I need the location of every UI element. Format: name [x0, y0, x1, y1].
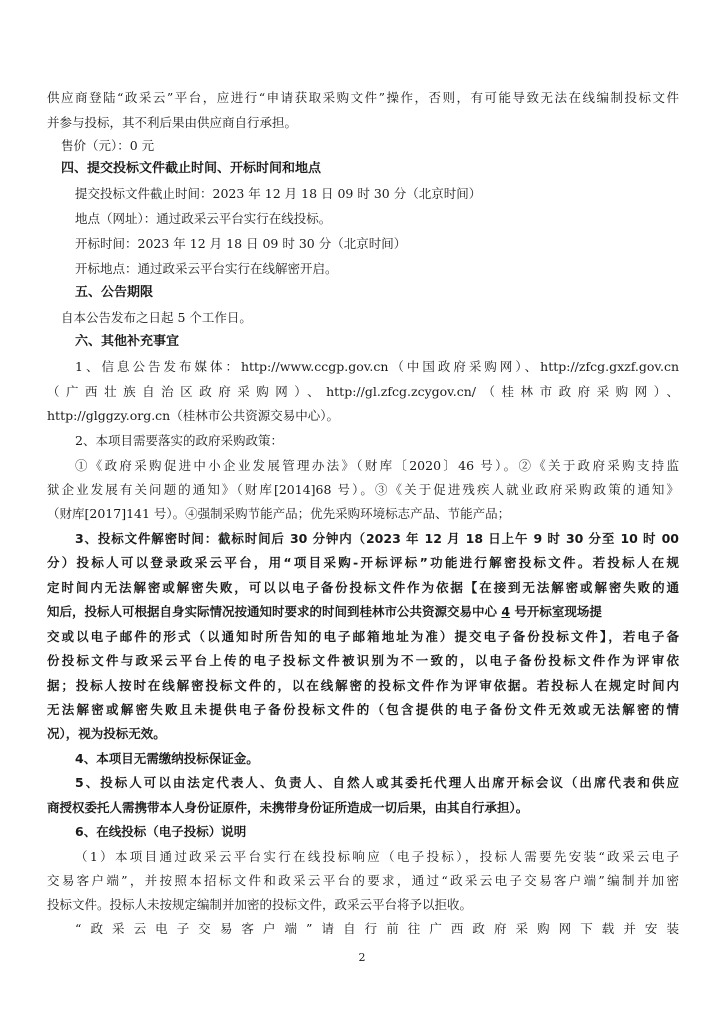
decrypt-line: 据；投标人按时在线解密投标文件的，以在线解密的投标文件作为评审依据。若投标人在规定时间内: [47, 678, 679, 693]
decrypt-line: 定时间内无法解密或解密失败，可以以电子备份投标文件作为依据【在接到无法解密或解密失败的通: [47, 580, 679, 595]
location-line: 地点（网址）：通过政采云平台实行在线投标。: [75, 211, 332, 226]
decrypt-line: 况），视为投标无效。: [47, 726, 166, 741]
decrypt-line: 分）投标人可以登录政采云平台，用“项目采购-开标评标”功能进行解密投标文件。若投标人在规: [47, 555, 679, 570]
media-line: 1、信息公告发布媒体：http://www.ccgp.gov.cn（中国政府采购网）、http://zfcg.gxzf.gov.cn: [75, 359, 679, 374]
online-bid-line: 交易客户端”，并按照本招标文件和政采云平台的要求，通过“政采云电子交易客户端”编制并加密: [47, 873, 679, 888]
section-heading-4: 四、提交投标文件截止时间、开标时间和地点: [61, 161, 322, 176]
opening-location-line: 开标地点：通过政采云平台实行在线解密开启。: [75, 261, 338, 276]
notice-period-line: 自本公告发布之日起 5 个工作日。: [61, 310, 252, 325]
policy-line: ①《政府采购促进中小企业发展管理办法》（财库〔2020〕46 号）。②《关于政府采购支持监: [75, 458, 679, 473]
room-number: 4: [501, 604, 511, 619]
price-line: 售价（元）：0 元: [61, 138, 155, 153]
attendance-line: 商授权委托人需携带本人身份证原件，未携带身份证所造成一切后果，由其自行承担）。: [47, 800, 529, 815]
policy-heading-line: 2、本项目需要落实的政府采购政策：: [75, 433, 283, 448]
opening-time-line: 开标时间：2023 年 12 月 18 日 09 时 30 分（北京时间）: [75, 236, 407, 251]
decrypt-line: 无法解密或解密失败且未提供电子备份投标文件的（包含提供的电子备份文件无效或无法解密的情: [47, 702, 679, 717]
online-bid-heading: 6、在线投标（电子投标）说明: [75, 824, 247, 839]
media-line: （广西壮族自治区政府采购网）、http://gl.zfcg.zcygov.cn/（桂林市政府采购网）、: [47, 384, 679, 399]
decrypt-line: 份投标文件与政采云平台上传的电子投标文件被识别为不一致的，以电子备份投标文件作为评审依: [47, 653, 679, 668]
online-bid-line: （1）本项目通过政采云平台实行在线投标响应（电子投标），投标人需要先安装“政采云电子: [75, 849, 679, 864]
decrypt-text: 号开标室现场提: [510, 604, 602, 619]
decrypt-line: [47, 604, 679, 620]
paragraph-line: 并参与投标，其不利后果由供应商自行承担。: [47, 115, 298, 130]
media-line: http://glggzy.org.cn（桂林市公共资源交易中心）。: [47, 408, 339, 423]
online-bid-line: 投标文件。投标人未按规定编制并加密的投标文件，政采云平台将予以拒收。: [47, 897, 473, 912]
deadline-line: 提交投标文件截止时间：2023 年 12 月 18 日 09 时 30 分（北京时间）: [75, 186, 482, 201]
decrypt-text: 知后，投标人可根据自身实际情况按通知时要求的时间到桂林市公共资源交易中心: [47, 604, 502, 619]
policy-line: （财库[2017]141 号）。④强制采购节能产品；优先采购环境标志产品、节能产品；: [47, 506, 511, 521]
page-number: 2: [358, 951, 366, 964]
decrypt-line: 3、投标文件解密时间：截标时间后 30 分钟内（2023 年 12 月 18 日上午 9 时 30 分至 10 时 00: [75, 531, 679, 546]
paragraph-line: 供应商登陆“政采云”平台，应进行“申请获取采购文件”操作，否则，有可能导致无法在线编制投标文件: [47, 90, 679, 105]
policy-line: 狱企业发展有关问题的通知》（财库[2014]68 号）。③《关于促进残疾人就业政府采购政策的通知》: [47, 482, 679, 497]
decrypt-line: 交或以电子邮件的形式（以通知时所告知的电子邮箱地址为准）提交电子备份投标文件】，若电子备: [47, 629, 679, 644]
attendance-line: 5、投标人可以由法定代表人、负责人、自然人或其委托代理人出席开标会议（出席代表和供应: [75, 775, 679, 790]
online-bid-line: “政采云电子交易客户端”请自行前往广西政府采购网下载并安装: [75, 921, 679, 936]
section-heading-6: 六、其他补充事宜: [75, 334, 180, 349]
section-heading-5: 五、公告期限: [75, 285, 154, 300]
deposit-line: 4、本项目无需缴纳投标保证金。: [75, 751, 259, 766]
